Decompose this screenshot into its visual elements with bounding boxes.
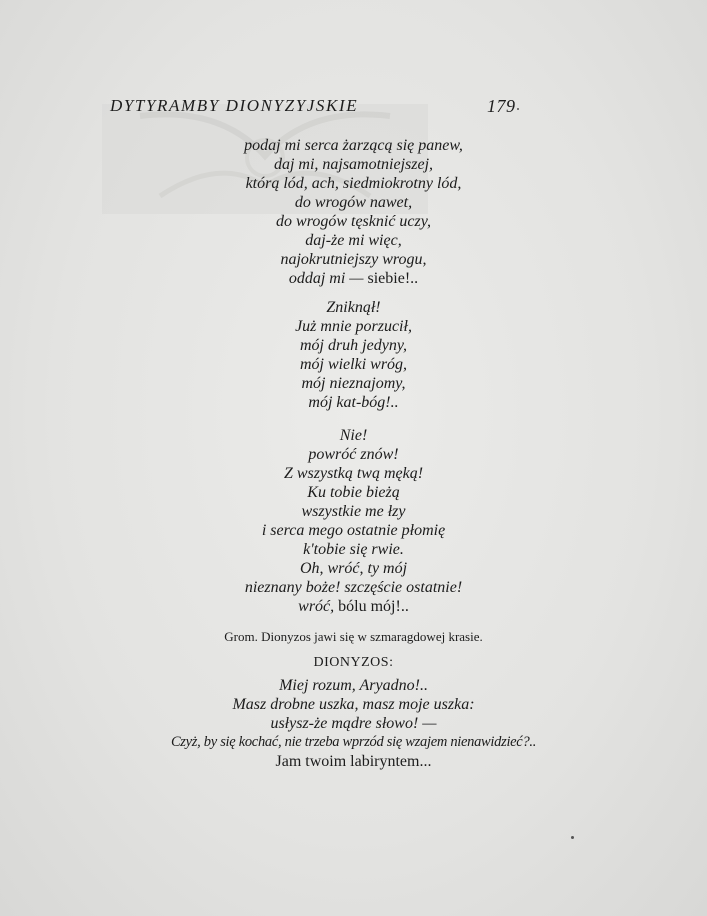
speech-line: usłysz-że mądre słowo! — <box>270 715 437 732</box>
verse-line: Oh, wróć, ty mój <box>299 560 408 577</box>
verse-line: mój nieznajomy, <box>301 375 406 392</box>
stanza-1 <box>0 136 707 288</box>
verse-line: wróć, bólu mój!.. <box>298 598 409 615</box>
speech-line: Jam twoim labiryntem... <box>275 753 432 770</box>
speech-line: Masz drobne uszka, masz moje uszka: <box>232 696 475 713</box>
verse-line: Już mnie porzucił, <box>295 318 412 335</box>
verse-line: oddaj mi — siebie!.. <box>288 270 419 287</box>
verse-line: powróć znów! <box>308 446 399 463</box>
speaker-name: DIONYZOS: <box>313 655 394 670</box>
verse-line: Zniknął! <box>326 299 381 316</box>
stage-direction: Grom. Dionyzos jawi się w szmaragdowej krasie. <box>224 629 483 644</box>
page-header <box>0 96 707 122</box>
verse-line: najokrutniejszy wrogu, <box>280 251 427 268</box>
verse-line: i serca mego ostatnie płomię <box>261 522 446 539</box>
paper-speck <box>571 836 574 839</box>
verse-line: do wrogów nawet, <box>294 194 413 211</box>
verse-line: podaj mi serca żarzącą się panew, <box>244 137 463 154</box>
stanza-2 <box>0 298 707 412</box>
verse-line: mój kat-bóg!.. <box>308 394 399 411</box>
verse-line: daj-że mi więc, <box>305 232 402 249</box>
verse-line: mój wielki wróg, <box>299 356 408 373</box>
page-number: 179 <box>487 96 516 116</box>
speech-line: Miej rozum, Aryadno!.. <box>279 677 428 694</box>
speaker-block <box>0 653 707 672</box>
paper-speck <box>517 108 519 110</box>
verse-line: którą lód, ach, siedmiokrotny lód, <box>245 175 462 192</box>
verse-line: do wrogów tęsknić uczy, <box>276 213 431 230</box>
verse-line: Ku tobie bieżą <box>307 484 400 501</box>
running-title: DYTYRAMBY DIONYZYJSKIE <box>110 96 359 115</box>
verse-line: wszystkie me łzy <box>301 503 406 520</box>
verse-line: mój druh jedyny, <box>299 337 408 354</box>
verse-line: k'tobie się rwie. <box>303 541 404 558</box>
verse-line: Nie! <box>339 427 368 444</box>
speech-line: Czyż, by się kochać, nie trzeba wprzód się wzajem nienawidzieć?.. <box>170 734 537 750</box>
stage-direction-block <box>0 627 707 646</box>
verse-line: Z wszystką twą męką! <box>283 465 424 482</box>
verse-line: daj mi, najsamotniejszej, <box>273 156 434 173</box>
dionyzos-speech <box>0 676 707 771</box>
stanza-3 <box>0 426 707 616</box>
verse-line: nieznany boże! szczęście ostatnie! <box>244 579 463 596</box>
